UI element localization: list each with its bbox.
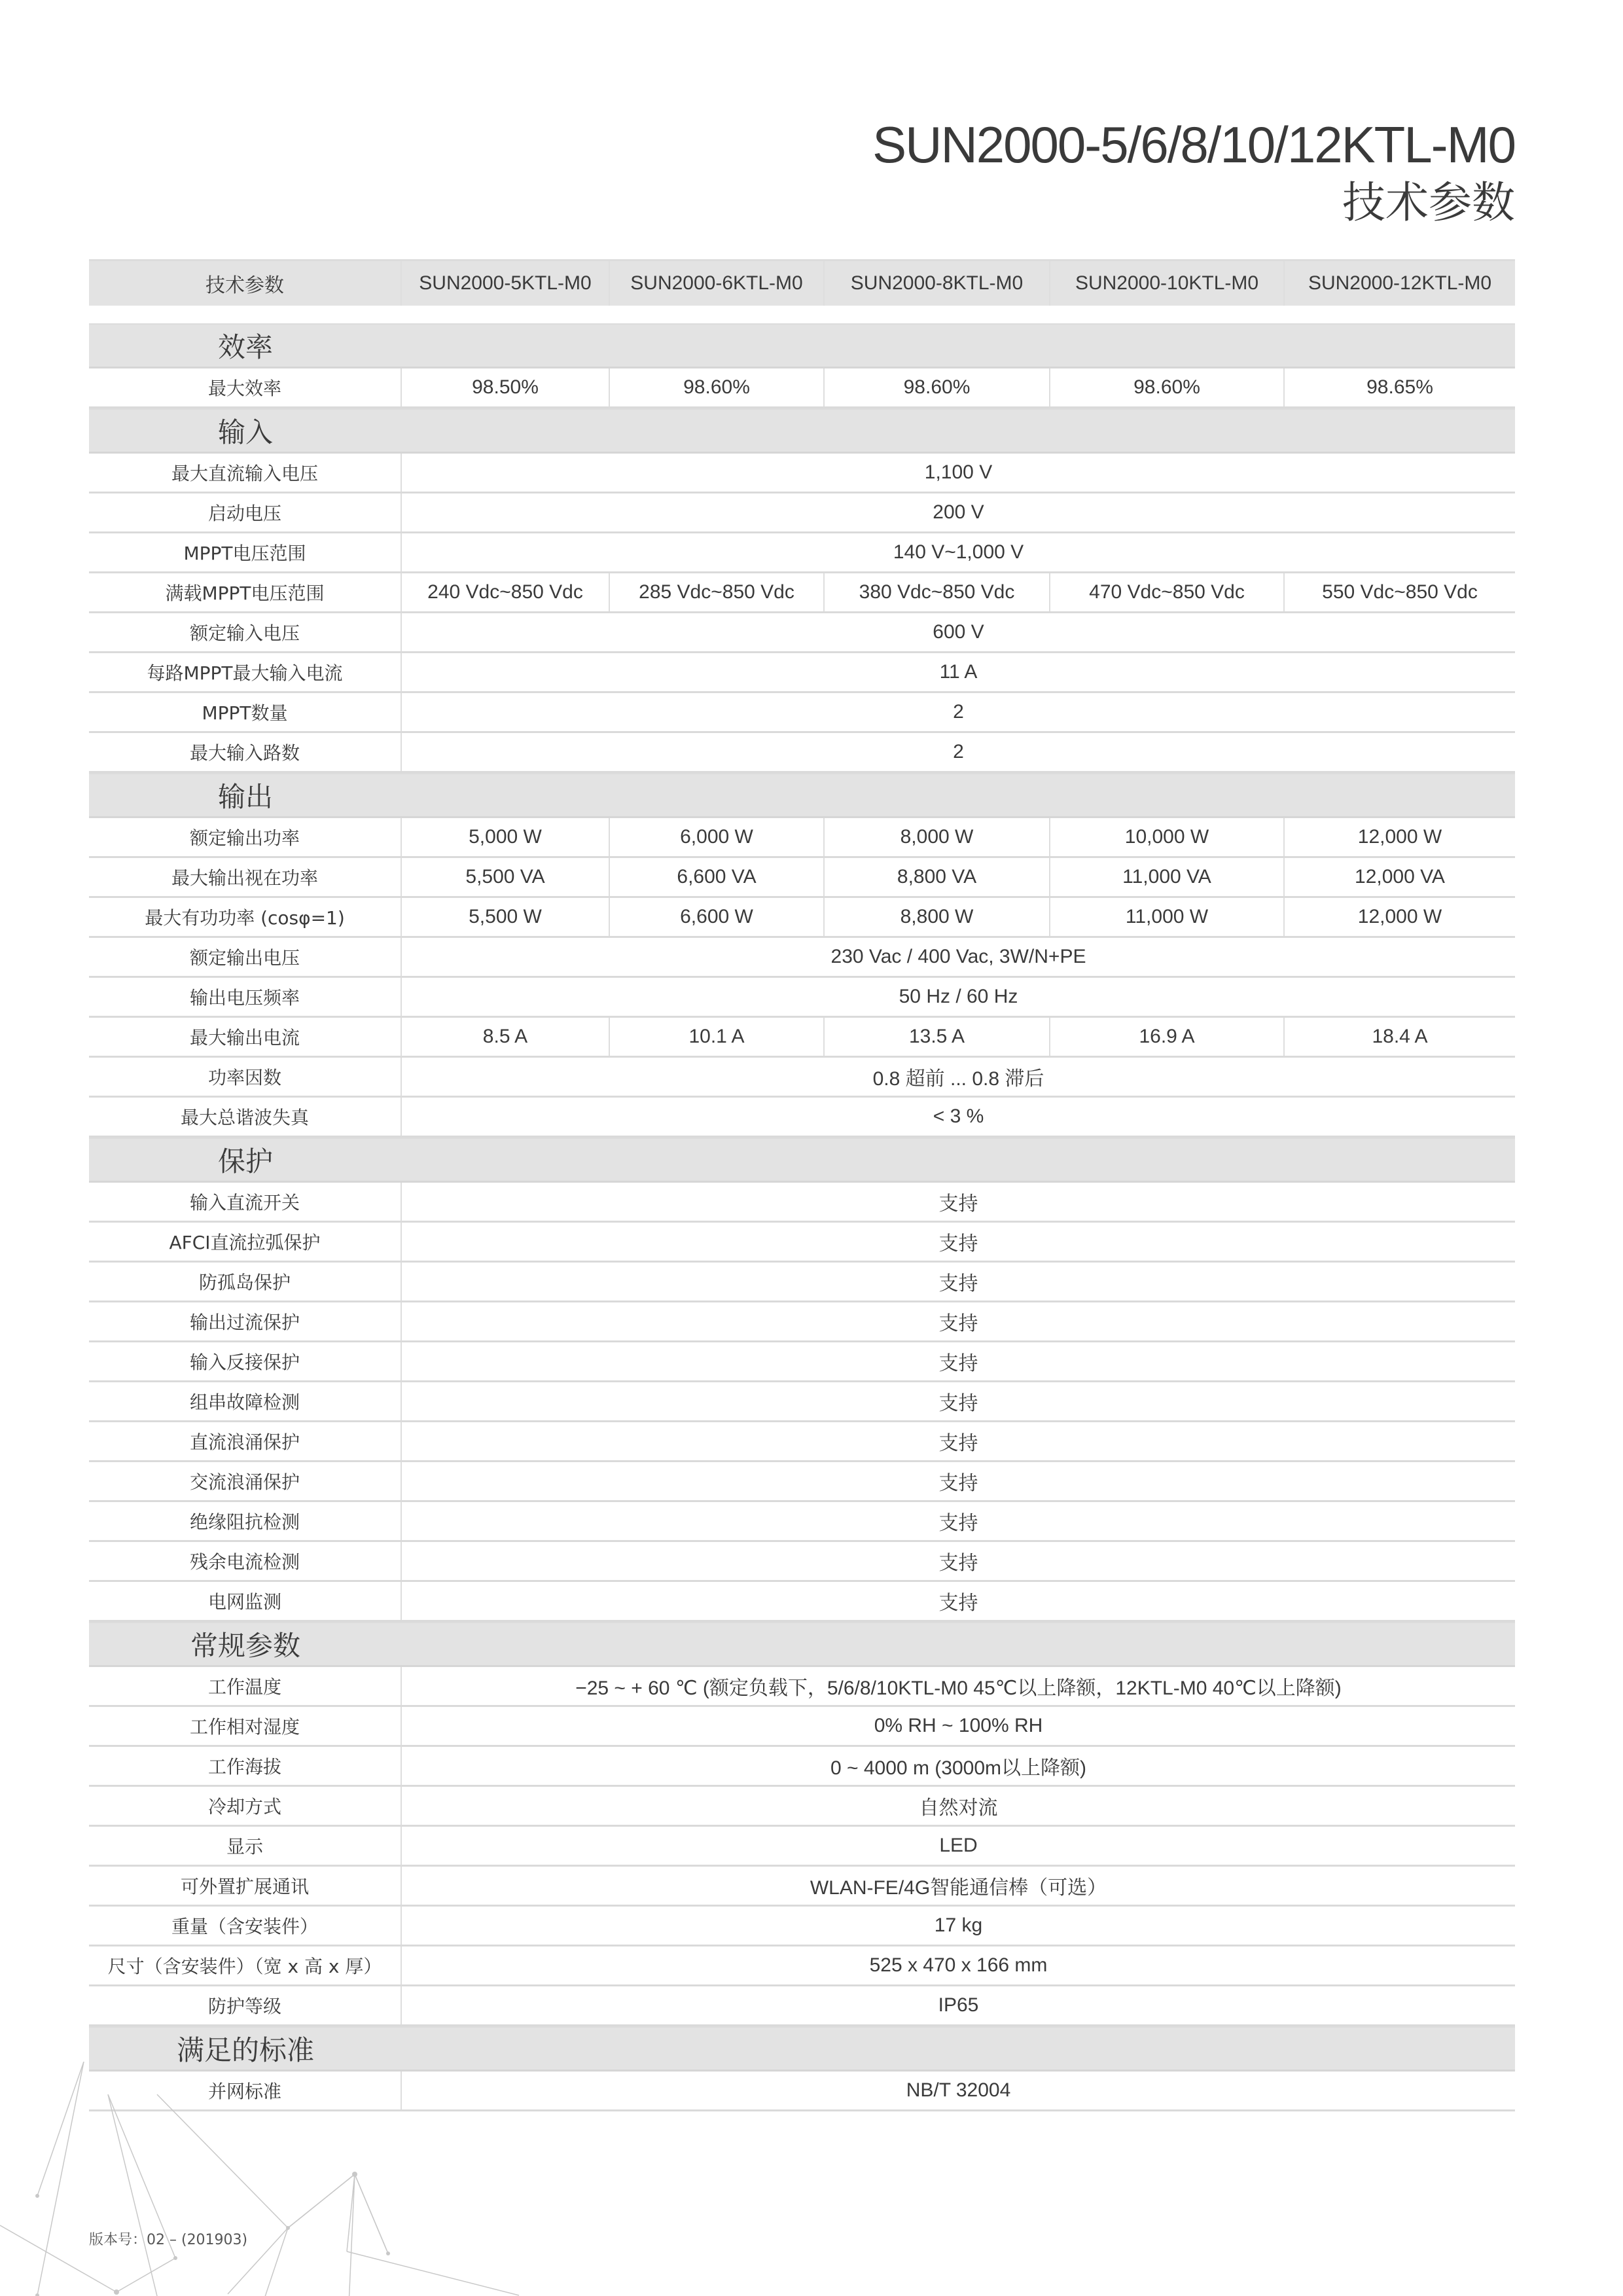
spec-table <box>89 259 1515 2111</box>
row-label: 最大效率 <box>89 368 402 406</box>
table-row <box>89 1667 1515 1707</box>
row-value-merged: IP65 <box>938 1994 979 2016</box>
table-row <box>89 1946 1515 1986</box>
section-header-row <box>89 1138 1515 1183</box>
row-value: 98.50% <box>402 368 610 406</box>
header-model-5ktl: SUN2000-5KTL-M0 <box>402 261 610 306</box>
table-row <box>89 1986 1515 2026</box>
sections-container <box>89 323 1515 2111</box>
section-header-row <box>89 323 1515 368</box>
table-row <box>89 1867 1515 1907</box>
row-value: 470 Vdc~850 Vdc <box>1050 573 1285 611</box>
section-fill <box>402 410 1515 452</box>
table-row <box>89 1582 1515 1622</box>
table-row <box>89 938 1515 978</box>
header-model-10ktl: SUN2000-10KTL-M0 <box>1050 261 1285 306</box>
row-label: 输出过流保护 <box>89 1302 402 1340</box>
row-value: 5,500 VA <box>402 858 610 896</box>
row-label: 额定输出功率 <box>89 818 402 856</box>
row-label: 防护等级 <box>89 1986 402 2024</box>
row-value-merged: 支持 <box>938 1353 978 1374</box>
row-value: 380 Vdc~850 Vdc <box>825 573 1050 611</box>
row-value: 550 Vdc~850 Vdc <box>1322 581 1478 603</box>
section-header-row <box>89 408 1515 454</box>
row-label: 电网监测 <box>89 1582 402 1620</box>
row-value-merged: WLAN-FE/4G智能通信棒（可选） <box>810 1877 1107 1899</box>
row-value-merged: 2 <box>953 701 964 723</box>
row-label: 最大有功功率 (cosφ=1) <box>89 898 402 936</box>
section-title: 效率 <box>217 331 273 363</box>
row-label: 绝缘阻抗检测 <box>89 1502 402 1540</box>
row-label: 最大输入路数 <box>89 733 402 771</box>
product-model-title: SUN2000-5/6/8/10/12KTL-M0 <box>872 116 1515 173</box>
row-label: 输入反接保护 <box>89 1342 402 1380</box>
table-row <box>89 1747 1515 1787</box>
row-value: 10,000 W <box>1050 818 1285 856</box>
row-label: 组串故障检测 <box>89 1382 402 1420</box>
row-value: 18.4 A <box>1372 1026 1428 1047</box>
table-row <box>89 818 1515 858</box>
section-title: 输入 <box>217 416 273 448</box>
row-label: 输出电压频率 <box>89 978 402 1016</box>
table-row <box>89 1263 1515 1302</box>
table-row <box>89 733 1515 773</box>
row-value-merged: 230 Vac / 400 Vac, 3W/N+PE <box>830 946 1086 967</box>
row-label: 尺寸（含安装件）（宽 x 高 x 厚） <box>89 1946 402 1984</box>
section-title: 满足的标准 <box>176 2034 314 2066</box>
row-label: MPPT电压范围 <box>89 533 402 571</box>
row-label: 显示 <box>89 1827 402 1865</box>
row-value-merged: 支持 <box>938 1552 978 1574</box>
row-value-merged: 2 <box>953 741 964 762</box>
row-value: 98.60% <box>825 368 1050 406</box>
row-label: 满载MPPT电压范围 <box>89 573 402 611</box>
row-value-merged: 525 x 470 x 166 mm <box>869 1954 1048 1976</box>
table-row <box>89 1382 1515 1422</box>
row-label: 最大输出视在功率 <box>89 858 402 896</box>
row-value-merged: < 3 % <box>933 1105 984 1127</box>
row-value-merged: 支持 <box>938 1233 978 1255</box>
table-row <box>89 533 1515 573</box>
row-label: 最大总谐波失真 <box>89 1098 402 1136</box>
row-label: 额定输出电压 <box>89 938 402 976</box>
row-label: 并网标准 <box>89 2072 402 2109</box>
table-row <box>89 1707 1515 1747</box>
row-value-merged: 支持 <box>938 1393 978 1414</box>
row-value-merged: 1,100 V <box>924 461 993 483</box>
row-value: 98.60% <box>1050 368 1285 406</box>
section-fill <box>402 1623 1515 1665</box>
table-row <box>89 1302 1515 1342</box>
row-value-merged: −25 ~ + 60 ℃ (额定负载下，5/6/8/10KTL-M0 45℃以上降额，12KTL-M0 40℃以上降额) <box>575 1677 1342 1699</box>
row-value-merged: 0% RH ~ 100% RH <box>874 1715 1043 1736</box>
table-row <box>89 1098 1515 1138</box>
row-value-merged: 11 A <box>939 661 978 683</box>
row-value: 8,800 W <box>825 898 1050 936</box>
section-header-row <box>89 773 1515 818</box>
row-label: 功率因数 <box>89 1058 402 1096</box>
row-value: 6,600 VA <box>610 858 825 896</box>
row-value: 6,000 W <box>610 818 825 856</box>
section-header-row <box>89 1622 1515 1667</box>
header-label: 技术参数 <box>89 261 402 306</box>
row-label: 最大直流输入电压 <box>89 454 402 492</box>
table-row <box>89 1422 1515 1462</box>
table-row <box>89 1827 1515 1867</box>
row-label: 工作相对湿度 <box>89 1707 402 1745</box>
row-value: 8,800 VA <box>825 858 1050 896</box>
row-value: 285 Vdc~850 Vdc <box>610 573 825 611</box>
row-value-merged: NB/T 32004 <box>906 2079 1011 2101</box>
row-value-merged: LED <box>939 1835 978 1856</box>
row-value: 10.1 A <box>610 1018 825 1056</box>
row-value: 13.5 A <box>825 1018 1050 1056</box>
row-label: 每路MPPT最大输入电流 <box>89 653 402 691</box>
row-label: 工作海拔 <box>89 1747 402 1785</box>
row-value-merged: 支持 <box>938 1273 978 1295</box>
table-row <box>89 898 1515 938</box>
table-row <box>89 368 1515 408</box>
row-value: 12,000 W <box>1357 906 1442 927</box>
row-value-merged: 50 Hz / 60 Hz <box>899 986 1018 1007</box>
row-label: 可外置扩展通讯 <box>89 1867 402 1905</box>
table-row <box>89 1342 1515 1382</box>
row-label: 直流浪涌保护 <box>89 1422 402 1460</box>
section-title: 常规参数 <box>190 1630 300 1662</box>
row-value-merged: 支持 <box>938 1592 978 1614</box>
table-row <box>89 1462 1515 1502</box>
row-value-merged: 支持 <box>938 1313 978 1335</box>
row-label: 输入直流开关 <box>89 1183 402 1221</box>
row-value: 240 Vdc~850 Vdc <box>402 573 610 611</box>
table-row <box>89 1542 1515 1582</box>
table-row <box>89 1502 1515 1542</box>
page-subtitle: 技术参数 <box>1342 177 1515 228</box>
row-value: 98.65% <box>1366 376 1433 398</box>
table-row <box>89 1223 1515 1263</box>
table-row <box>89 1018 1515 1058</box>
table-row <box>89 573 1515 613</box>
table-row <box>89 454 1515 493</box>
row-value-merged: 17 kg <box>934 1914 983 1936</box>
row-value-merged: 140 V~1,000 V <box>893 541 1024 563</box>
row-value-merged: 支持 <box>938 1473 978 1494</box>
table-row <box>89 1058 1515 1098</box>
table-row <box>89 1183 1515 1223</box>
table-row <box>89 493 1515 533</box>
section-fill <box>402 1139 1515 1181</box>
row-value: 8,000 W <box>825 818 1050 856</box>
header-gap <box>89 306 1515 323</box>
row-value-merged: 自然对流 <box>919 1797 998 1819</box>
row-value: 12,000 W <box>1357 826 1442 848</box>
row-label: 防孤岛保护 <box>89 1263 402 1300</box>
row-label: 工作温度 <box>89 1667 402 1705</box>
table-row <box>89 653 1515 693</box>
table-row <box>89 613 1515 653</box>
row-value-merged: 支持 <box>938 1433 978 1454</box>
row-value: 6,600 W <box>610 898 825 936</box>
row-value: 11,000 W <box>1050 898 1285 936</box>
row-value-merged: 0 ~ 4000 m (3000m以上降额) <box>830 1757 1086 1779</box>
row-label: AFCI直流拉弧保护 <box>89 1223 402 1261</box>
row-label: 交流浪涌保护 <box>89 1462 402 1500</box>
table-row <box>89 858 1515 898</box>
section-fill <box>402 325 1515 367</box>
table-row <box>89 1787 1515 1827</box>
section-fill <box>402 774 1515 816</box>
row-value-merged: 支持 <box>938 1193 978 1215</box>
row-label: 启动电压 <box>89 493 402 531</box>
version-number: 版本号：02 – (201903) <box>89 2232 248 2248</box>
section-title: 保护 <box>217 1145 273 1177</box>
row-value: 5,000 W <box>402 818 610 856</box>
row-label: 重量（含安装件） <box>89 1907 402 1945</box>
row-value: 11,000 VA <box>1050 858 1285 896</box>
table-header-row <box>89 259 1515 306</box>
row-label: MPPT数量 <box>89 693 402 731</box>
row-value-merged: 支持 <box>938 1513 978 1534</box>
table-row <box>89 1907 1515 1946</box>
header-model-8ktl: SUN2000-8KTL-M0 <box>825 261 1050 306</box>
row-value-merged: 600 V <box>933 621 984 643</box>
decorative-lines-lower <box>0 2062 589 2296</box>
row-value: 16.9 A <box>1050 1018 1285 1056</box>
section-title: 输出 <box>217 781 273 813</box>
row-label: 最大输出电流 <box>89 1018 402 1056</box>
row-label: 冷却方式 <box>89 1787 402 1825</box>
row-label: 额定输入电压 <box>89 613 402 651</box>
row-value: 98.60% <box>610 368 825 406</box>
row-value: 5,500 W <box>402 898 610 936</box>
row-value-merged: 0.8 超前 ... 0.8 滞后 <box>872 1068 1044 1090</box>
row-label: 残余电流检测 <box>89 1542 402 1580</box>
table-row <box>89 693 1515 733</box>
row-value: 12,000 VA <box>1355 866 1445 888</box>
row-value-merged: 200 V <box>933 501 984 523</box>
header-model-12ktl: SUN2000-12KTL-M0 <box>1308 272 1492 294</box>
table-row <box>89 978 1515 1018</box>
title-block <box>872 115 1515 231</box>
header-model-6ktl: SUN2000-6KTL-M0 <box>610 261 825 306</box>
row-value: 8.5 A <box>402 1018 610 1056</box>
